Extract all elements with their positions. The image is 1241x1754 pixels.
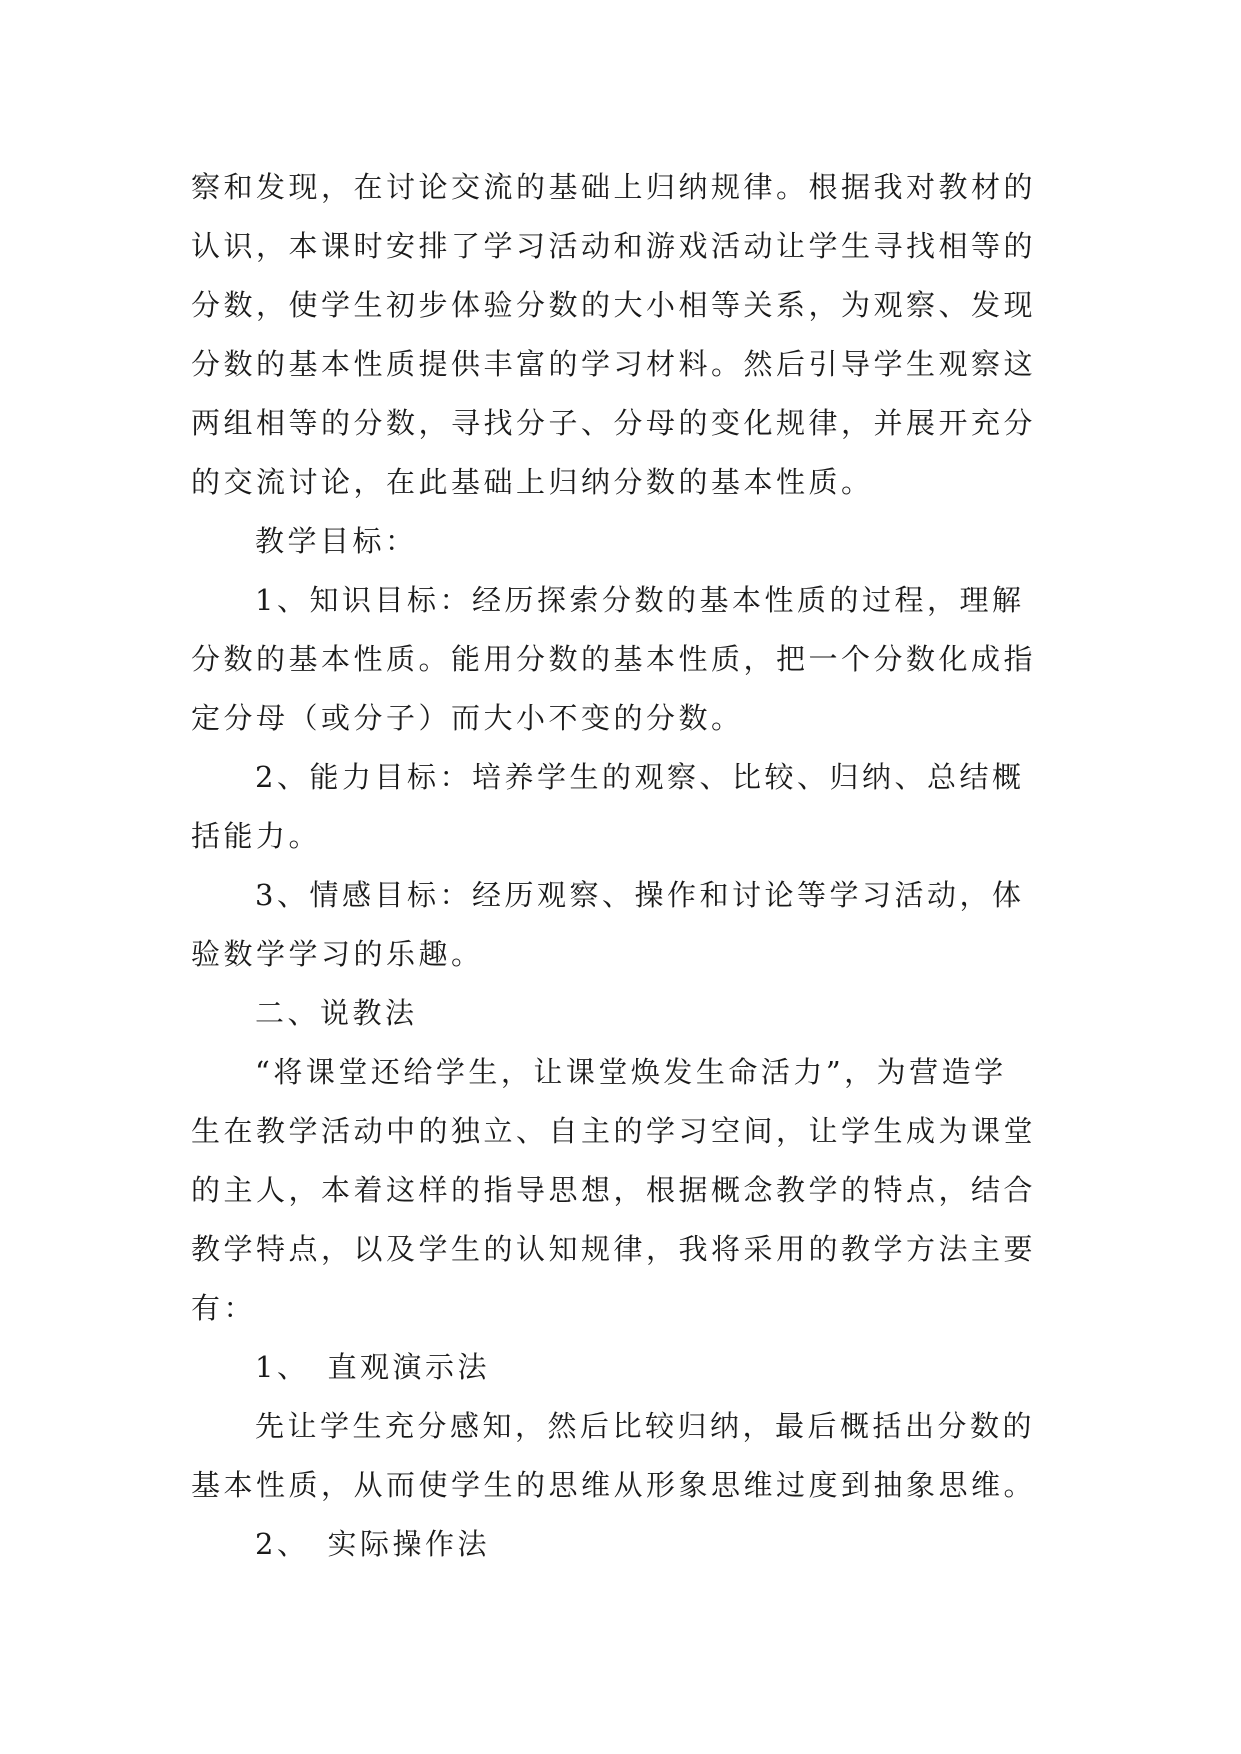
- text-line: 3、情感目标：经历观察、操作和讨论等学习活动，体: [255, 878, 1025, 912]
- text-line: 分数，使学生初步体验分数的大小相等关系，为观察、发现: [191, 288, 1037, 322]
- text-line: 两组相等的分数，寻找分子、分母的变化规律，并展开充分: [191, 406, 1037, 440]
- text-line: 1、知识目标：经历探索分数的基本性质的过程，理解: [255, 583, 1025, 617]
- text-line: 2、能力目标：培养学生的观察、比较、归纳、总结概: [255, 760, 1025, 794]
- text-line: 有：: [191, 1291, 257, 1325]
- list-item-heading: 1、 直观演示法: [255, 1350, 490, 1384]
- text-line: 生在教学活动中的独立、自主的学习空间，让学生成为课堂: [191, 1114, 1037, 1148]
- text-line: 察和发现，在讨论交流的基础上归纳规律。根据我对教材的: [191, 170, 1037, 204]
- text-line: 教学特点，以及学生的认知规律，我将采用的教学方法主要: [191, 1232, 1037, 1266]
- body-text: [191, 158, 1051, 1574]
- text-line: 分数的基本性质提供丰富的学习材料。然后引导学生观察这: [191, 347, 1037, 381]
- text-line: “将课堂还给学生，让课堂焕发生命活力”，为营造学: [255, 1055, 1007, 1089]
- text-line: 先让学生充分感知，然后比较归纳，最后概括出分数的: [255, 1409, 1036, 1443]
- text-line: 验数学学习的乐趣。: [191, 937, 484, 971]
- text-line: 认识，本课时安排了学习活动和游戏活动让学生寻找相等的: [191, 229, 1037, 263]
- text-line: 的主人，本着这样的指导思想，根据概念教学的特点，结合: [191, 1173, 1037, 1207]
- text-line: 基本性质，从而使学生的思维从形象思维过度到抽象思维。: [191, 1468, 1037, 1502]
- text-line: 括能力。: [191, 819, 322, 853]
- text-line: 的交流讨论，在此基础上归纳分数的基本性质。: [191, 465, 874, 499]
- text-line: 分数的基本性质。能用分数的基本性质，把一个分数化成指: [191, 642, 1037, 676]
- list-item-heading: 2、 实际操作法: [255, 1527, 490, 1561]
- text-line: 定分母（或分子）而大小不变的分数。: [191, 701, 744, 735]
- section-heading: 二、说教法: [255, 996, 418, 1030]
- section-heading: 教学目标：: [255, 524, 418, 558]
